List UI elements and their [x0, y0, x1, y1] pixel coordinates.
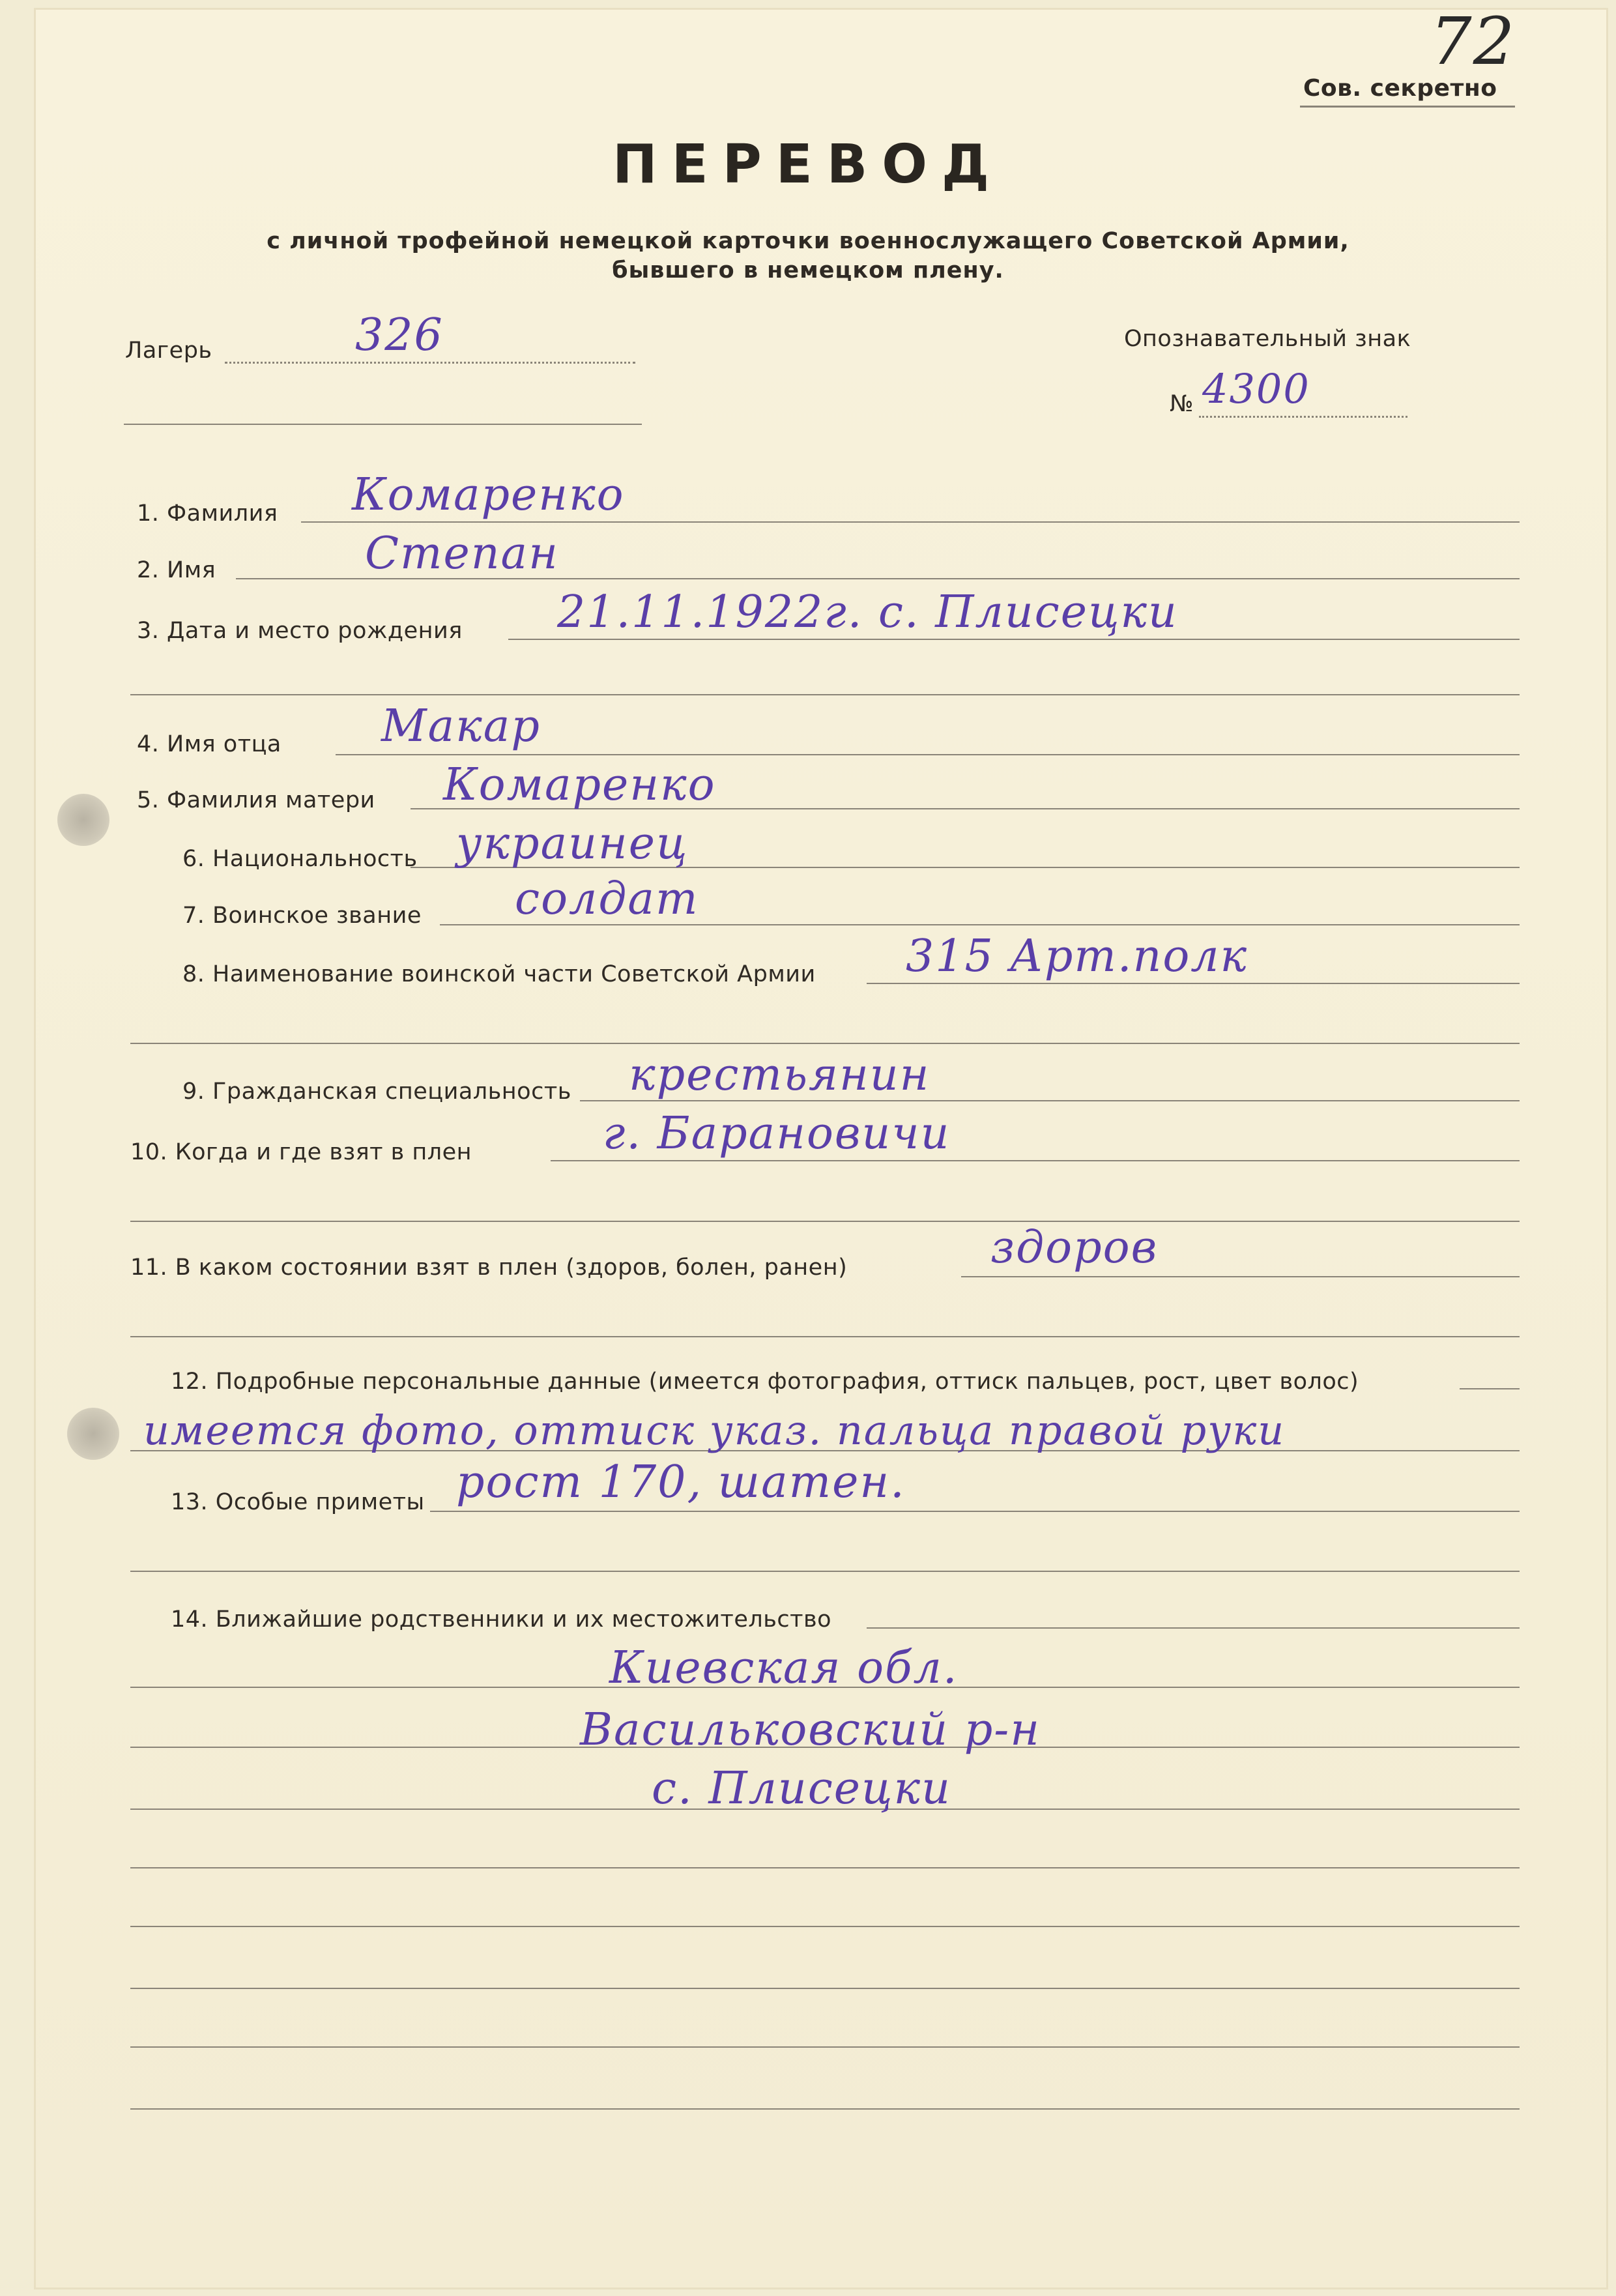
nationality-value: украинец: [456, 818, 689, 869]
unit-line: [867, 983, 1520, 984]
mother-surname-label: 5. Фамилия матери: [137, 787, 375, 813]
father-name-line: [336, 754, 1520, 755]
capture-condition-label: 11. В каком состоянии взят в плен (здоров, болен, ранен): [130, 1255, 848, 1281]
relatives-value-line-3: с. Плисецки: [652, 1763, 951, 1814]
capture-condition-value: здоров: [990, 1222, 1159, 1273]
surname-value: Комаренко: [352, 469, 625, 521]
relatives-line-8: [130, 2046, 1520, 2048]
father-name-label: 4. Имя отца: [137, 731, 281, 757]
special-marks-value: рост 170, шатен.: [456, 1457, 906, 1508]
capture-place-value: г. Барановичи: [603, 1108, 951, 1159]
capture-place-line: [551, 1160, 1520, 1161]
id-mark-number-sign: №: [1170, 391, 1194, 417]
unit-line-2: [130, 1043, 1520, 1044]
capture-place-label: 10. Когда и где взят в плен: [130, 1139, 472, 1165]
relatives-label: 14. Ближайшие родственники и их местожительство: [171, 1606, 832, 1633]
capture-condition-line-2: [130, 1336, 1520, 1337]
punch-hole-top: [57, 794, 109, 846]
special-marks-line-2: [130, 1571, 1520, 1572]
subtitle-line-1: с личной трофейной немецкой карточки военнослужащего Советской Армии,: [267, 228, 1349, 254]
civil-profession-value: крестьянин: [629, 1049, 931, 1101]
mother-surname-value: Комаренко: [443, 759, 716, 811]
surname-line: [301, 521, 1520, 523]
special-marks-label: 13. Особые приметы: [171, 1489, 425, 1515]
special-marks-line: [430, 1511, 1520, 1512]
page-number: 72: [1430, 3, 1516, 80]
capture-place-line-2: [130, 1221, 1520, 1222]
secrecy-stamp: Сов. секретно: [1303, 75, 1497, 102]
subtitle-line-2: бывшего в немецком плену.: [612, 257, 1004, 283]
personal-data-label: 12. Подробные персональные данные (имеется фотография, оттиск пальцев, рост, цвет волос): [171, 1369, 1359, 1395]
rank-label: 7. Воинское звание: [182, 903, 422, 929]
unit-label: 8. Наименование воинской части Советской Армии: [182, 961, 816, 987]
secrecy-underline: [1300, 106, 1515, 108]
punch-hole-bottom: [67, 1408, 119, 1460]
nationality-label: 6. Национальность: [182, 846, 418, 872]
id-mark-line: [1199, 416, 1407, 418]
relatives-line-7: [130, 1988, 1520, 1989]
capture-condition-line: [961, 1276, 1520, 1277]
camp-value: 326: [355, 310, 444, 361]
id-mark-label: Опознавательный знак: [1124, 326, 1411, 352]
camp-line: [225, 362, 635, 364]
birth-value: 21.11.1922г. с. Плисецки: [557, 587, 1178, 638]
id-mark-value: 4300: [1202, 365, 1310, 413]
relatives-value-line-1: Киевская обл.: [609, 1642, 959, 1694]
unit-value: 315 Арт.полк: [906, 931, 1248, 982]
birth-label: 3. Дата и место рождения: [137, 618, 463, 644]
personal-data-line: [1460, 1388, 1520, 1389]
rank-value: солдат: [515, 873, 699, 925]
father-name-value: Макар: [381, 701, 541, 752]
relatives-line-9: [130, 2108, 1520, 2110]
first-name-value: Степан: [365, 528, 559, 579]
relatives-line-5: [130, 1867, 1520, 1868]
birth-line-2: [130, 694, 1520, 695]
civil-profession-label: 9. Гражданская специальность: [182, 1079, 571, 1105]
relatives-line-6: [130, 1926, 1520, 1927]
relatives-value-line-2: Васильковский р-н: [580, 1704, 1041, 1756]
camp-label: Лагерь: [125, 338, 212, 364]
relatives-line: [867, 1627, 1520, 1629]
birth-line: [508, 639, 1520, 640]
first-name-label: 2. Имя: [137, 557, 216, 583]
personal-data-value: имеется фото, оттиск указ. пальца правой руки: [143, 1406, 1286, 1454]
camp-line-2: [124, 424, 642, 425]
document-title: ПЕРЕВОД: [613, 134, 1003, 196]
surname-label: 1. Фамилия: [137, 501, 278, 527]
